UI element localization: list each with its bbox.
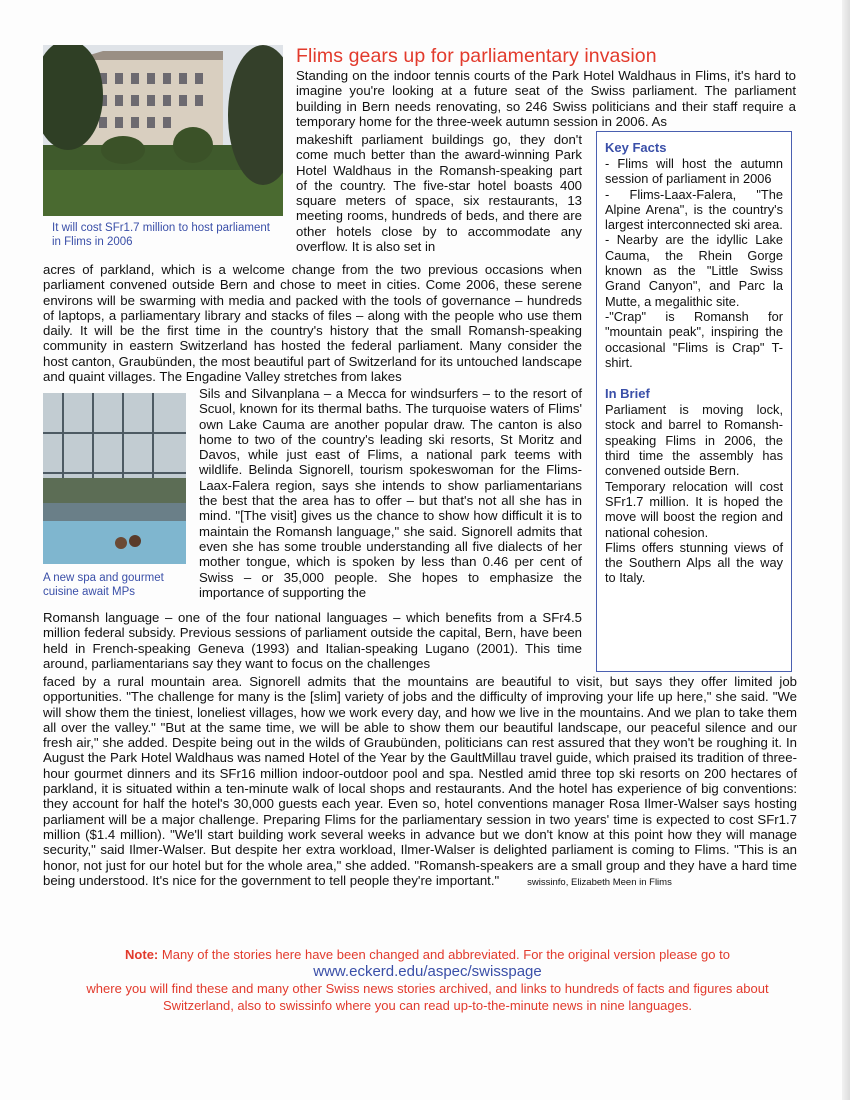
spa-photo-caption: A new spa and gourmet cuisine await MPs	[43, 572, 164, 598]
in-brief-item: Parliament is moving lock, stock and barrel to Romansh-speaking Flims in 2006, the third time the assembly has convened outside Bern.	[605, 402, 783, 479]
article-paragraph-intro: Standing on the indoor tennis courts of the Park Hotel Waldhaus in Flims, it's hard to imagine you're looking at a future seat of the Swiss parliament. The parliament building in Bern needs renovating, so 246 Swiss politicians and their staff require a temporary home for the three-week autumn session in 2006. As	[296, 68, 796, 129]
spa-photo	[43, 393, 186, 564]
note-label: Note:	[125, 947, 159, 962]
note-line-1	[40, 946, 815, 963]
hotel-photo-caption: It will cost SFr1.7 million to host parliament in Flims in 2006	[52, 222, 270, 248]
key-fact-item: - Nearby are the idyllic Lake Cauma, the Rhein Gorge known as the "Little Swiss Grand Canyon", and Parc la Mutte, a megalithic site.	[605, 232, 783, 309]
note-line-3: Switzerland, also to swissinfo where you can read up-to-the-minute news in nine languages.	[163, 998, 692, 1013]
in-brief-item: Flims offers stunning views of the Southern Alps all the way to Italy.	[605, 539, 783, 586]
key-facts-title: Key Facts	[605, 140, 667, 155]
in-brief-item: Temporary relocation will cost SFr1.7 million. It is hoped the move will boost the region and national cohesion.	[605, 478, 783, 540]
article-paragraph-parkland: acres of parkland, which is a welcome change from the two previous occasions when parliament convened outside Bern and chose to meet in cities. Come 2006, these serene environs will be swarming with media and packed with the tools of governance – hundreds of laptops, a parliamentary library and stacks of files – along with the people who use them daily. It will be the first time in the country's history that the small Romansh-speaking community in eastern Switzerland has hosted the federal parliament. Many consider the host canton, Graubünden, the most beautiful part of Switzerland for its untouched landscape and quaint villages. The Engadine Valley stretches from lakes	[43, 262, 582, 385]
article-paragraph-romansh: Romansh language – one of the four national languages – which benefits from a SFr4.5 million federal subsidy. Previous sessions of parliament outside the capital, Bern, have been held in French-speaking Geneva (1993) and Italian-speaking Lugano (2001). This time around, parliamentarians say they want to focus on the challenges	[43, 610, 582, 671]
article-headline: Flims gears up for parliamentary invasion	[296, 45, 657, 67]
article-paragraph-hotel: makeshift parliament buildings go, they don't come much better than the award-winning Park Hotel Waldhaus in the Romansh-speaking part of the country. The five-star hotel boasts 400 square meters of space, six restaurants, 13 meeting rooms, hundreds of beds, and there are other hotels close by to accommodate any overflow. It is also set in	[296, 132, 582, 255]
hotel-photo	[43, 45, 283, 216]
article-credit: swissinfo, Elizabeth Meen in Flims	[527, 876, 672, 888]
key-facts-box	[596, 131, 792, 672]
website-link[interactable]: www.eckerd.edu/aspec/swisspage	[313, 963, 542, 980]
note-line-2: where you will find these and many other Swiss news stories archived, and links to hundreds of facts and figures about	[86, 981, 769, 996]
article-paragraph-main	[43, 674, 797, 890]
footer-note	[40, 946, 815, 1014]
article-paragraph-engadine: Sils and Silvanplana – a Mecca for windsurfers – to the resort of Scuol, known for its thermal baths. The turquoise waters of Flims' own Lake Cauma are another popular draw. The canton is also home to two of the country's leading ski resorts, St Moritz and Davos, while just east of Flims, a national park teems with wildlife. Belinda Signorell, tourism spokeswoman for the Flims-Laax-Falera region, says she intends to show parliamentarians the best that the area has to offer – but that's not all she has in mind. "[The visit] gives us the chance to show how difficult it is to maintain the Romansh language," she said. Signorell admits that even she has some trouble understanding all five dialects of her mother tongue, which is spoken by less than 0.46 per cent of Swiss – or 35,000 people. She hopes to emphasize the importance of supporting the	[199, 386, 582, 600]
key-fact-item: - Flims-Laax-Falera, "The Alpine Arena", is the country's largest interconnected ski area.	[605, 186, 783, 233]
scan-edge	[842, 0, 850, 1100]
note-text: Many of the stories here have been changed and abbreviated. For the original version please go to	[161, 947, 730, 962]
key-fact-item: - Flims will host the autumn session of parliament in 2006	[605, 156, 783, 187]
in-brief-title: In Brief	[605, 386, 650, 402]
key-fact-item: -"Crap" is Romansh for "mountain peak", inspiring the occasional "Flims is Crap" T-shirt.	[605, 308, 783, 370]
article-main-text: faced by a rural mountain area. Signorell admits that the mountains are beautiful to visit, but says they offer limited job opportunities. "The challenge for many is the [slim] variety of jobs and the difficulty of improving your life up here," she said. "We will show them the tiniest, loneliest villages, how we work every day, and how we live in the mountains. And we plan to take them all over the valley." "But at the same time, we will be able to show them our beautiful landscape, our peaceful silence and our fresh air," she added. Despite being out in the wilds of Graubünden, politicians can rest assured that they won't be roughing it. In August the Park Hotel Waldhaus was named Hotel of the Year by the GaultMillau travel guide, which praised its tradition of three-hour gourmet dinners and its SFr16 million indoor-outdoor pool and spa. Nestled amid three top ski resorts on 200 hectares of parkland, it is situated within a ten-minute walk of local shops and restaurants. And the hotel has experience of big conventions: they account for half the hotel's 30,000 guests each year. Even so, hotel conventions manager Rosa Ilmer-Walser says hosting parliament will be a major challenge. Preparing Flims for the parliamentary session in two years' time is expected to cost SFr1.7 million ($1.4 million). "We'll start building work several weeks in advance but we don't know at this point how they will manage security," said Ilmer-Walser. But despite her extra workload, Ilmer-Walser is delighted parliament is coming to Flims. "This is an honor, not just for our hotel but for the whole area," she added. "Romansh-speakers are a small group and they have a hard time being understood. It's nice for the government to tell people they're important."	[43, 674, 797, 888]
